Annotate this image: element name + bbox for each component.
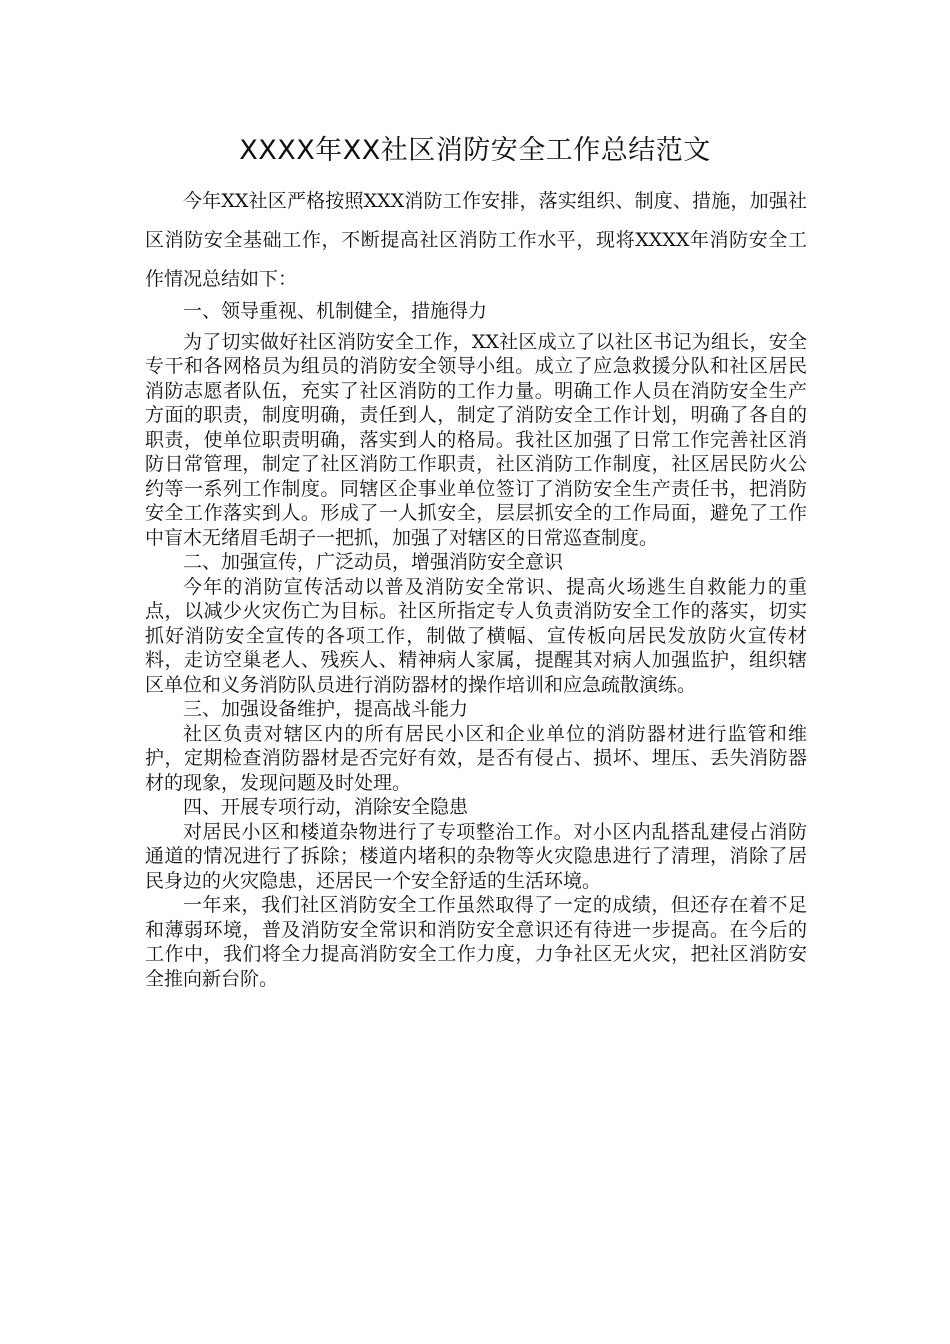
section-3-paragraph: 社区负责对辖区内的所有居民小区和企业单位的消防器材进行监管和维护，定期检查消防器材是否完好有效，是否有侵占、损坏、埋压、丢失消防器材的现象，发现问题及时处理。 bbox=[145, 722, 807, 794]
section-4-paragraph: 对居民小区和楼道杂物进行了专项整治工作。对小区内乱搭乱建侵占消防通道的情况进行了拆除；楼道内堵积的杂物等火灾隐患进行了清理，消除了居民身边的火灾隐患，还居民一个安全舒适的生活环境。 bbox=[145, 820, 807, 892]
intro-paragraph: 今年XX社区严格按照XXX消防工作安排，落实组织、制度、措施，加强社区消防安全基础工作，不断提高社区消防工作水平，现将XXXX年消防安全工作情况总结如下： bbox=[145, 190, 807, 290]
conclusion-paragraph: 一年来，我们社区消防安全工作虽然取得了一定的成绩，但还存在着不足和薄弱环境，普及消防安全常识和消防安全意识还有待进一步提高。在今后的工作中，我们将全力提高消防安全工作力度，力争社区无火灾，把社区消防安全推向新台阶。 bbox=[145, 894, 807, 990]
section-heading-1: 一、领导重视、机制健全，措施得力 bbox=[183, 300, 488, 322]
document-body bbox=[145, 182, 807, 991]
section-2-paragraph: 今年的消防宣传活动以普及消防安全常识、提高火场逃生自救能力的重点，以减少火灾伤亡为目标。社区所指定专人负责消防安全工作的落实，切实抓好消防安全宣传的各项工作，制做了横幅、宣传板向居民发放防火宣传材料，走访空巢老人、残疾人、精神病人家属，提醒其对病人加强监护，组织辖区单位和义务消防队员进行消防器材的操作培训和应急疏散演练。 bbox=[145, 575, 807, 696]
section-1-text: 为了切实做好社区消防安全工作，XX社区成立了以社区书记为组长，安全专干和各网格员为组员的消防安全领导小组。成立了应急救援分队和社区居民消防志愿者队伍，充实了社区消防的工作力量。明确工作人员在消防安全生产方面的职责，制度明确，责任到人，制定了消防安全工作计划，明确了各自的职责，使单位职责明确，落实到人的格局。我社区加强了日常工作完善社区消防日常管理，制定了社区消防工作职责，社区消防工作制度，社区居民防火公约等一系列工作制度。同辖区企事业单位签订了消防安全生产责任书，把消防安全工作落实到人。形成了一人抓安全，层层抓安全的工作局面，避免了工作中盲木无绪眉毛胡子一把抓，加强了对辖区的日常巡查制度。 bbox=[145, 330, 807, 549]
section-1-paragraph bbox=[145, 330, 807, 551]
section-heading-3: 三、加强设备维护，提高战斗能力 bbox=[183, 698, 469, 720]
section-heading-4: 四、开展专项行动，消除安全隐患 bbox=[183, 796, 469, 818]
document-title: XXXX年XX社区消防安全工作总结范文 bbox=[239, 135, 711, 166]
section-heading-2: 二、加强宣传，广泛动员，增强消防安全意识 bbox=[183, 551, 564, 573]
